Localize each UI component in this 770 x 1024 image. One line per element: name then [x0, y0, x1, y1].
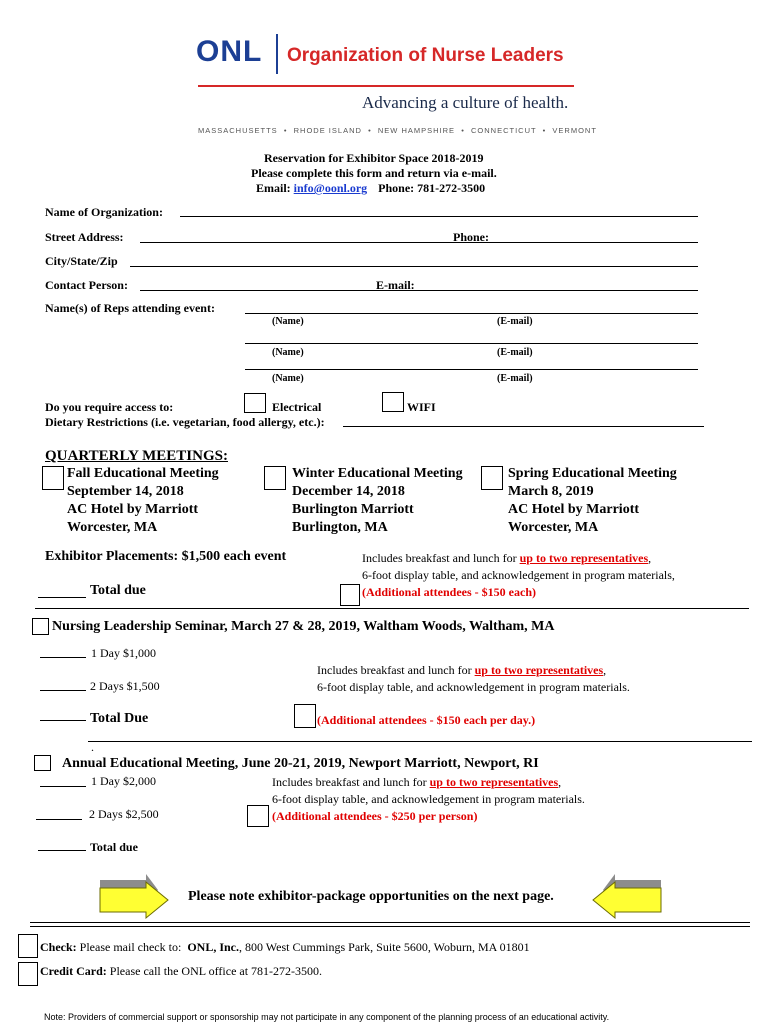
phone-label: Phone: [453, 230, 489, 244]
annual-reps-link: up to two representatives [429, 775, 559, 789]
logo-divider [276, 34, 278, 74]
form-title: Reservation for Exhibitor Space 2018-2019 [264, 151, 484, 165]
electrical-checkbox[interactable] [244, 393, 266, 413]
annual-2days-label: 2 Days $2,500 [89, 807, 159, 821]
left-arrow-icon [585, 872, 665, 920]
quarterly-heading: QUARTERLY MEETINGS: [45, 448, 228, 464]
spring-meeting-venue: AC Hotel by Marriott [508, 502, 640, 517]
annual-includes-pre: Includes breakfast and lunch for [272, 775, 430, 789]
org-field[interactable] [180, 216, 698, 217]
check-org: ONL, Inc. [187, 940, 239, 954]
rep1-name-hint: (Name) [272, 316, 304, 327]
seminar-total-label: Total Due [90, 711, 149, 726]
annual-additional-checkbox[interactable] [247, 805, 269, 827]
section-divider-2 [88, 741, 752, 742]
quarterly-includes-pre: Includes breakfast and lunch for [362, 551, 520, 565]
seminar-additional-checkbox[interactable] [294, 704, 316, 728]
fall-meeting-date: September 14, 2018 [67, 484, 184, 499]
annual-total-field[interactable] [38, 850, 86, 851]
right-arrow-icon [96, 872, 176, 920]
spring-meeting-name: Spring Educational Meeting [508, 466, 677, 481]
footnote: Note: Providers of commercial support or sponsorship may not participate in any component of the planning process of an educational activity. [44, 1012, 610, 1022]
spring-meeting-date: March 8, 2019 [508, 484, 594, 499]
check-label: Check: [40, 940, 77, 954]
spring-meeting-city: Worcester, MA [508, 520, 599, 535]
winter-meeting-name: Winter Educational Meeting [292, 466, 463, 481]
reps-label: Name(s) of Reps attending event: [45, 301, 215, 315]
annual-heading: Annual Educational Meeting, June 20-21, 2019, Newport Marriott, Newport, RI [62, 756, 539, 771]
seminar-additional: (Additional attendees - $150 each per day.) [317, 713, 536, 727]
annual-2days-field[interactable] [36, 819, 82, 820]
seminar-checkbox[interactable] [32, 618, 49, 635]
logo-underline [198, 85, 574, 87]
seminar-1day-label: 1 Day $1,000 [91, 646, 156, 660]
street-label: Street Address: [45, 230, 124, 244]
rep3-email-hint: (E-mail) [497, 373, 533, 384]
quarterly-total-field[interactable] [38, 597, 86, 598]
fall-meeting-venue: AC Hotel by Marriott [67, 502, 199, 517]
wifi-checkbox[interactable] [382, 392, 404, 412]
spring-meeting [508, 465, 677, 537]
winter-meeting-city: Burlington, MA [292, 520, 388, 535]
city-field[interactable] [130, 266, 698, 267]
seminar-includes-post: , [603, 663, 607, 677]
seminar-2days-field[interactable] [40, 690, 86, 691]
spring-meeting-checkbox[interactable] [481, 466, 503, 490]
street-field[interactable] [140, 242, 698, 243]
credit-card-text: Please call the ONL office at 781-272-3500. [106, 964, 323, 978]
annual-includes-line2: 6-foot display table, and acknowledgement in program materials. [272, 792, 585, 806]
rep3-field[interactable] [245, 369, 698, 370]
winter-meeting-date: December 14, 2018 [292, 484, 405, 499]
section-divider-1 [35, 608, 749, 609]
diet-label: Dietary Restrictions (i.e. vegetarian, food allergy, etc.): [45, 415, 325, 429]
diet-field[interactable] [343, 426, 704, 427]
seminar-includes-pre: Includes breakfast and lunch for [317, 663, 475, 677]
email-label: Email: [256, 181, 291, 195]
org-label: Name of Organization: [45, 205, 163, 219]
rep2-field[interactable] [245, 343, 698, 344]
electrical-label: Electrical [272, 400, 322, 414]
rep2-email-hint: (E-mail) [497, 347, 533, 358]
contact-label: Contact Person: [45, 278, 128, 292]
annual-checkbox[interactable] [34, 755, 51, 771]
access-label: Do you require access to: [45, 400, 174, 414]
annual-1day-field[interactable] [40, 786, 86, 787]
rep3-name-hint: (Name) [272, 373, 304, 384]
quarterly-includes [362, 550, 675, 601]
check-checkbox[interactable] [18, 934, 38, 958]
annual-includes-post: , [558, 775, 562, 789]
contact-email-label: E-mail: [376, 278, 415, 292]
rep2-name-hint: (Name) [272, 347, 304, 358]
seminar-includes [317, 662, 630, 696]
fall-meeting-city: Worcester, MA [67, 520, 158, 535]
wifi-label: WIFI [407, 400, 436, 414]
check-text-post: , 800 West Cummings Park, Suite 5600, Woburn, MA 01801 [239, 940, 530, 954]
tagline: Advancing a culture of health. [362, 93, 569, 112]
quarterly-includes-post: , [648, 551, 652, 565]
city-label: City/State/Zip [45, 254, 118, 268]
quarterly-additional-checkbox[interactable] [340, 584, 360, 606]
winter-meeting-venue: Burlington Marriott [292, 502, 414, 517]
fall-meeting-name: Fall Educational Meeting [67, 466, 219, 481]
double-divider [30, 922, 750, 927]
logo-mark: ONL [196, 35, 263, 68]
placements-text: Exhibitor Placements: $1,500 each event [45, 549, 287, 564]
annual-includes [272, 774, 585, 825]
quarterly-total-label: Total due [90, 583, 146, 598]
winter-meeting [292, 465, 463, 537]
quarterly-additional: (Additional attendees - $150 each) [362, 585, 536, 599]
rep1-field[interactable] [245, 313, 698, 314]
winter-meeting-checkbox[interactable] [264, 466, 286, 490]
logo-name: Organization of Nurse Leaders [287, 45, 564, 66]
form-instruction: Please complete this form and return via e-mail. [251, 166, 497, 180]
contact-line [256, 181, 485, 196]
states-list: MASSACHUSETTS • RHODE ISLAND • NEW HAMPSHIRE • CONNECTICUT • VERMONT [198, 126, 597, 135]
quarterly-includes-line2: 6-foot display table, and acknowledgement in program materials, [362, 568, 675, 582]
phone-text: Phone: 781-272-3500 [378, 181, 486, 195]
credit-card-label: Credit Card: [40, 964, 107, 978]
seminar-total-field[interactable] [40, 720, 86, 721]
seminar-reps-link: up to two representatives [474, 663, 604, 677]
contact-field[interactable] [140, 290, 698, 291]
check-text-pre: Please mail check to: [76, 940, 188, 954]
next-page-note: Please note exhibitor-package opportunities on the next page. [188, 889, 554, 904]
fall-meeting-checkbox[interactable] [42, 466, 64, 490]
credit-card-checkbox[interactable] [18, 962, 38, 986]
annual-1day-label: 1 Day $2,000 [91, 774, 156, 788]
credit-card-line [40, 964, 322, 979]
annual-total-label: Total due [90, 840, 138, 854]
stray-dot: . [91, 740, 94, 754]
seminar-1day-field[interactable] [40, 657, 86, 658]
rep1-email-hint: (E-mail) [497, 316, 533, 327]
seminar-heading: Nursing Leadership Seminar, March 27 & 28, 2019, Waltham Woods, Waltham, MA [52, 619, 555, 634]
quarterly-reps-link: up to two representatives [519, 551, 649, 565]
email-link[interactable]: info@oonl.org [293, 181, 368, 195]
seminar-includes-line2: 6-foot display table, and acknowledgement in program materials. [317, 680, 630, 694]
seminar-2days-label: 2 Days $1,500 [90, 679, 160, 693]
annual-additional: (Additional attendees - $250 per person) [272, 809, 478, 823]
fall-meeting [67, 465, 219, 537]
check-line [40, 940, 530, 955]
